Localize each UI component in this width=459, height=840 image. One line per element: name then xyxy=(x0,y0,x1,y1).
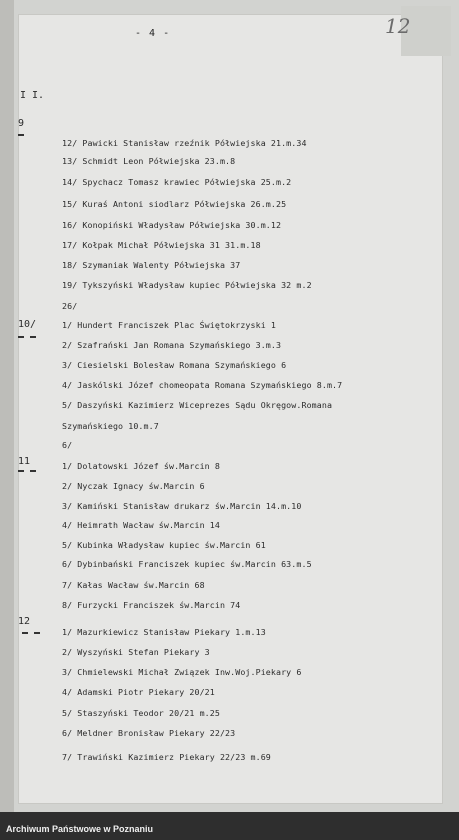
list-item: 6/ xyxy=(62,440,73,450)
list-item: 2/ Szafrański Jan Romana Szymańskiego 3.m.3 xyxy=(62,340,282,350)
list-item: 17/ Kołpak Michał Półwiejska 31 31.m.18 xyxy=(62,240,261,250)
group-dash xyxy=(18,336,24,338)
list-item: 1/ Mazurkiewicz Stanisław Piekary 1.m.13 xyxy=(62,627,266,637)
list-item: 18/ Szymaniak Walenty Półwiejska 37 xyxy=(62,260,241,270)
list-item: 3/ Kamiński Stanisław drukarz św.Marcin 14.m.10 xyxy=(62,501,302,511)
archive-name: Archiwum Państwowe w Poznaniu xyxy=(6,824,154,834)
list-item: 16/ Konopiński Władysław Półwiejska 30.m.12 xyxy=(62,220,282,230)
list-item: 4/ Adamski Piotr Piekary 20/21 xyxy=(62,687,215,697)
group-dash xyxy=(30,336,36,338)
group-dash xyxy=(34,632,40,634)
list-item: 13/ Schmidt Leon Półwiejska 23.m.8 xyxy=(62,156,236,166)
list-item: 6/ Dybinbański Franciszek kupiec św.Marcin 63.m.5 xyxy=(62,559,312,569)
list-item: 2/ Nyczak Ignacy św.Marcin 6 xyxy=(62,481,205,491)
group-number: 12 xyxy=(18,616,31,627)
group-number: 10/ xyxy=(18,319,37,330)
list-item: 3/ Chmielewski Michał Związek Inw.Woj.Piekary 6 xyxy=(62,667,302,677)
list-item: 4/ Jaskólski Józef chomeopata Romana Szymańskiego 8.m.7 xyxy=(62,380,343,390)
list-item: 14/ Spychacz Tomasz krawiec Półwiejska 25.m.2 xyxy=(62,177,292,187)
list-item: 7/ Kałas Wacław św.Marcin 68 xyxy=(62,580,205,590)
list-item: 12/ Pawicki Stanisław rzeźnik Półwiejska 21.m.34 xyxy=(62,138,307,148)
list-item: 15/ Kuraś Antoni siodlarz Półwiejska 26.m.25 xyxy=(62,199,287,209)
list-item: 2/ Wyszyński Stefan Piekary 3 xyxy=(62,647,210,657)
section-marker: I I. xyxy=(20,90,45,101)
list-item: 19/ Tykszyński Władysław kupiec Półwiejska 32 m.2 xyxy=(62,280,312,290)
group-number: 11 xyxy=(18,456,31,467)
list-item: 1/ Dolatowski Józef św.Marcin 8 xyxy=(62,461,220,471)
list-item: 8/ Furzycki Franciszek św.Marcin 74 xyxy=(62,600,241,610)
list-item: 4/ Heimrath Wacław św.Marcin 14 xyxy=(62,520,220,530)
list-item: 6/ Meldner Bronisław Piekary 22/23 xyxy=(62,728,236,738)
list-item: 5/ Kubinka Władysław kupiec św.Marcin 61 xyxy=(62,540,266,550)
list-item: 3/ Ciesielski Bolesław Romana Szymańskiego 6 xyxy=(62,360,287,370)
list-item: 5/ Staszyński Teodor 20/21 m.25 xyxy=(62,708,220,718)
list-item: Szymańskiego 10.m.7 xyxy=(62,421,159,431)
group-number: 9 xyxy=(18,118,25,129)
list-item: 5/ Daszyński Kazimierz Wiceprezes Sądu Okręgow.Romana xyxy=(62,400,333,410)
list-item: 7/ Trawiński Kazimierz Piekary 22/23 m.69 xyxy=(62,752,271,762)
list-item: 1/ Hundert Franciszek Plac Świętokrzyski 1 xyxy=(62,320,276,330)
group-dash xyxy=(18,134,24,136)
group-dash xyxy=(30,470,36,472)
list-item: 26/ xyxy=(62,301,78,311)
binding-edge xyxy=(0,0,14,812)
handwritten-number: 12 xyxy=(385,14,411,38)
page-number: - 4 - xyxy=(135,28,171,39)
group-dash xyxy=(22,632,28,634)
group-dash xyxy=(18,470,24,472)
